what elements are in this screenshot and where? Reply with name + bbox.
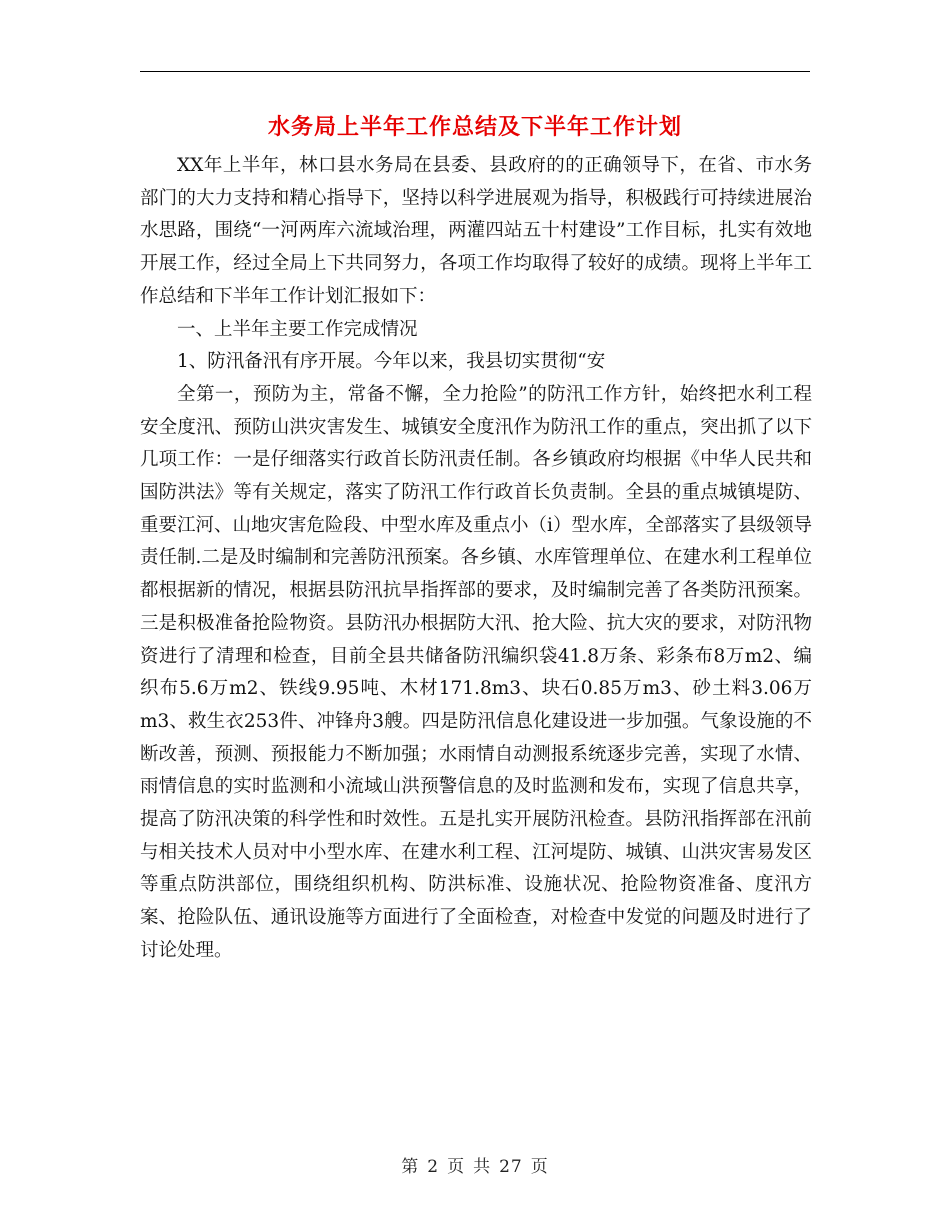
page-label: 第 [401,1157,420,1177]
section-heading: 一、上半年主要工作完成情况 [177,318,418,340]
header-rule [140,71,810,72]
total-pages: 27 [499,1157,523,1177]
page-unit: 页 [447,1157,466,1177]
total-unit: 页 [530,1157,549,1177]
document-body [140,150,812,968]
intro-paragraph: XX年上半年，林口县水务局在县委、县政府的的正确领导下，在省、市水务部门的大力支持和精心指导下，坚持以科学进展观为指导，积极践行可持续进展治水思路，围绕“一河两库六流域治理，两灌四站五十村建设”工作目标，扎实有效地开展工作，经过全局上下共同努力，各项工作均取得了较好的成绩。现将上半年工作总结和下半年工作计划汇报如下： [140,155,812,307]
document-title: 水务局上半年工作总结及下半年工作计划 [267,114,682,140]
body-paragraph: 全第一，预防为主，常备不懈，全力抢险”的防汛工作方针，始终把水利工程安全度汛、预防山洪灾害发生、城镇安全度汛作为防汛工作的重点，突出抓了以下几项工作：一是仔细落实行政首长防汛责任制。各乡镇政府均根据《中华人民共和国防洪法》等有关规定，落实了防汛工作行政首长负责制。全县的重点城镇堤防、重要江河、山地灾害危险段、中型水库及重点小（i）型水库，全部落实了县级领导责任制.二是及时编制和完善防汛预案。各乡镇、水库管理单位、在建水利工程单位都根据新的情况，根据县防汛抗旱指挥部的要求，及时编制完善了各类防汛预案。三是积极准备抢险物资。县防汛办根据防大汛、抢大险、抗大灾的要求，对防汛物资进行了清理和检查，目前全县共储备防汛编织袋41.8万条、彩条布8万m2、编织布5.6万m2、铁线9.95吨、木材171.8m3、块石0.85万m3、砂土料3.06万m3、救生衣253件、冲锋舟3艘。四是防汛信息化建设进一步加强。气象设施的不断改善，预测、预报能力不断加强；水雨情自动测报系统逐步完善，实现了水情、雨情信息的实时监测和小流域山洪预警信息的及时监测和发布，实现了信息共享，提高了防汛决策的科学性和时效性。五是扎实开展防汛检查。县防汛指挥部在汛前与相关技术人员对中小型水库、在建水利工程、江河堤防、城镇、山洪灾害易发区等重点防洪部位，围绕组织机构、防洪标准、设施状况、抢险物资准备、度汛方案、抢险队伍、通讯设施等方面进行了全面检查，对检查中发觉的问题及时进行了讨论处理。 [140,383,812,961]
subsection-heading: 1、防汛备汛有序开展。今年以来，我县切实贯彻“安 [177,351,606,373]
page-number: 2 [427,1157,440,1177]
total-label: 共 [473,1157,492,1177]
page-footer [0,1152,950,1177]
